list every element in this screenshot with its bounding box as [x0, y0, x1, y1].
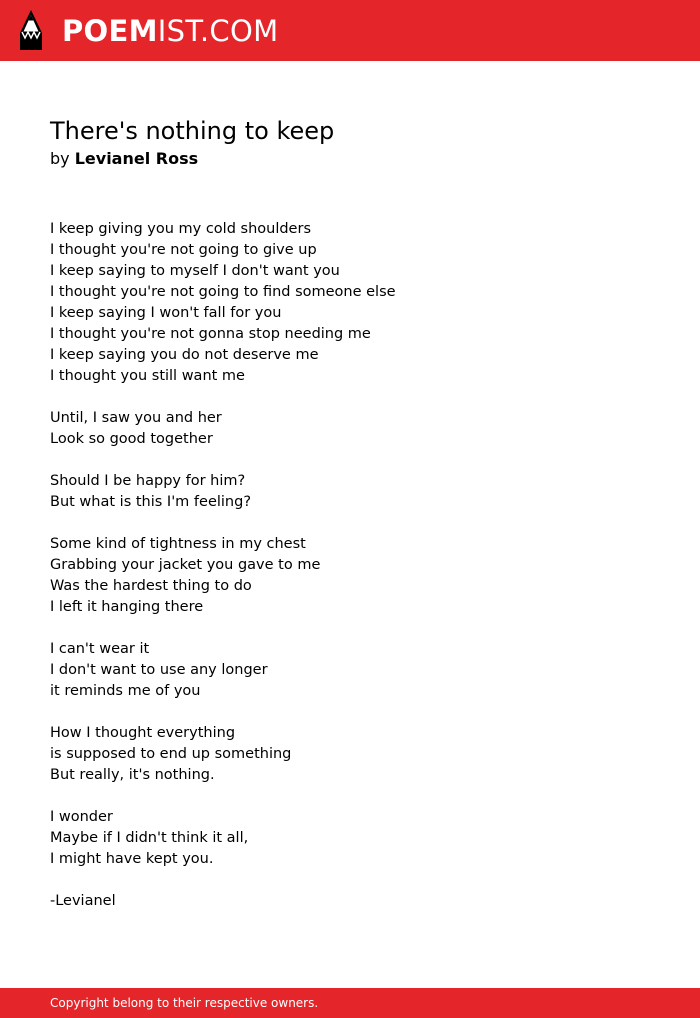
- poem-title: There's nothing to keep: [50, 117, 335, 145]
- poem-line: it reminds me of you: [50, 683, 201, 699]
- poem-line: Some kind of tightness in my chest: [50, 536, 306, 552]
- poem-line: Grabbing your jacket you gave to me: [50, 557, 321, 573]
- pencil-icon[interactable]: [16, 9, 46, 53]
- poem-stanza: [50, 408, 650, 450]
- poem-stanza: [50, 219, 650, 387]
- brand-bold-text: POEM: [62, 14, 158, 48]
- poem-byline: [50, 148, 198, 170]
- poem-stanza: [50, 807, 650, 870]
- poem-line: is supposed to end up something: [50, 746, 292, 762]
- poem-line: Should I be happy for him?: [50, 473, 246, 489]
- poem-line: How I thought everything: [50, 725, 236, 741]
- poem-line: I thought you're not going to give up: [50, 242, 317, 258]
- poem-stanza: [50, 891, 650, 912]
- poem-line: -Levianel: [50, 893, 116, 909]
- poem-stanza: [50, 639, 650, 702]
- poem-line: I thought you're not gonna stop needing me: [50, 326, 371, 342]
- poem-line: Was the hardest thing to do: [50, 578, 252, 594]
- poem-line: I wonder: [50, 809, 113, 825]
- poem-stanza: [50, 471, 650, 513]
- poem-line: I keep saying I won't fall for you: [50, 305, 282, 321]
- poem-line: I don't want to use any longer: [50, 662, 268, 678]
- poem-line: I thought you're not going to find someone else: [50, 284, 396, 300]
- poem-stanza: [50, 723, 650, 786]
- site-header: [0, 0, 700, 61]
- poem-body: [50, 219, 650, 933]
- poem-line: Until, I saw you and her: [50, 410, 222, 426]
- poem-author: Levianel Ross: [74, 149, 199, 168]
- poem-line: I thought you still want me: [50, 368, 245, 384]
- copyright-text: Copyright belong to their respective owners.: [50, 996, 319, 1010]
- poem-line: Maybe if I didn't think it all,: [50, 830, 249, 846]
- poem-line: I keep saying you do not deserve me: [50, 347, 319, 363]
- poem-line: But really, it's nothing.: [50, 767, 215, 783]
- poem-line: Look so good together: [50, 431, 213, 447]
- poem-stanza: [50, 534, 650, 618]
- poem-line: I keep saying to myself I don't want you: [50, 263, 340, 279]
- poem-line: I left it hanging there: [50, 599, 204, 615]
- poem-line: But what is this I'm feeling?: [50, 494, 252, 510]
- site-logo-link[interactable]: [62, 14, 278, 48]
- poem-line: I might have kept you.: [50, 851, 214, 867]
- poem-line: I keep giving you my cold shoulders: [50, 221, 311, 237]
- poem-line: I can't wear it: [50, 641, 150, 657]
- brand-light-text: IST.COM: [157, 14, 279, 48]
- by-label: by: [50, 149, 70, 168]
- site-footer: [0, 988, 700, 1018]
